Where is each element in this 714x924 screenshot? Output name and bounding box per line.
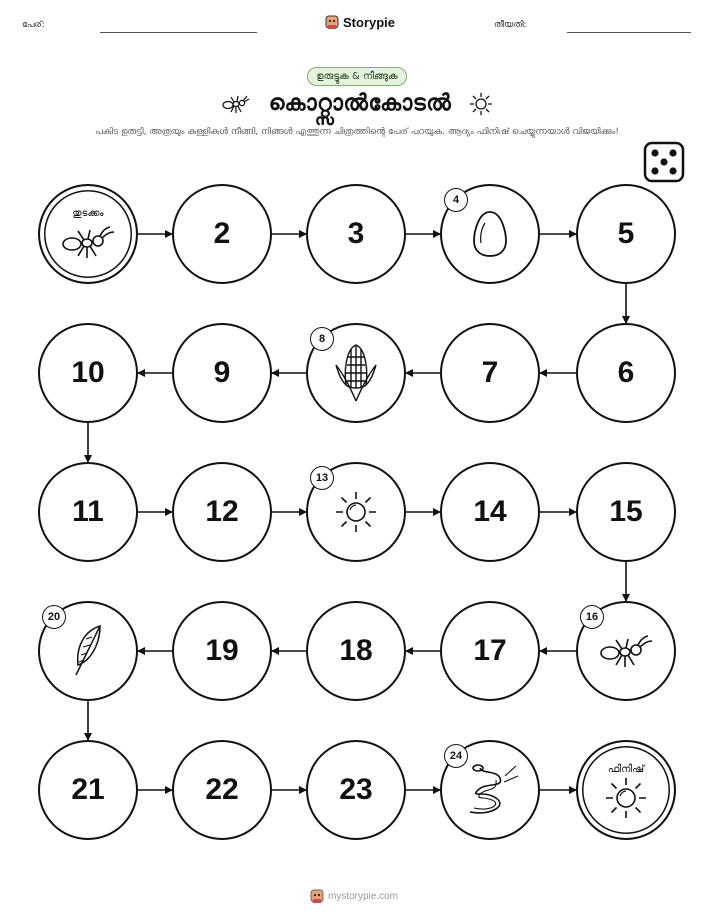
board-space-9[interactable] (172, 323, 272, 423)
feather-icon (70, 623, 106, 679)
snake-icon (460, 762, 520, 818)
egg-icon (470, 209, 510, 259)
game-type-tag: ഉരുട്ടുക & നീങ്ങുക (307, 67, 406, 86)
space-number-badge: 20 (42, 605, 66, 629)
start-space[interactable] (38, 184, 138, 284)
brand-name: Storypie (343, 14, 396, 30)
space-number: 22 (205, 773, 239, 806)
board-space-19[interactable] (172, 601, 272, 701)
board-space-8[interactable] (306, 323, 406, 423)
board-space-11[interactable] (38, 462, 138, 562)
space-number: 23 (339, 773, 373, 806)
board-space-23[interactable] (306, 740, 406, 840)
board-space-20[interactable] (38, 601, 138, 701)
space-number: 12 (205, 495, 239, 528)
space-number: 15 (609, 495, 643, 528)
space-number: 11 (72, 495, 104, 528)
space-number-badge: 4 (444, 188, 468, 212)
board-space-7[interactable] (440, 323, 540, 423)
space-number: 17 (473, 634, 507, 667)
space-number-badge: 8 (310, 327, 334, 351)
space-number: 14 (473, 495, 507, 528)
board-space-22[interactable] (172, 740, 272, 840)
board-space-4[interactable] (440, 184, 540, 284)
board-space-24[interactable] (440, 740, 540, 840)
corn-icon (334, 341, 378, 405)
page-title: കൊറ്റ്സാൽകോടൽ (268, 91, 452, 116)
board-space-18[interactable] (306, 601, 406, 701)
space-number: 5 (617, 217, 635, 250)
space-number: 19 (205, 634, 239, 667)
board-space-14[interactable] (440, 462, 540, 562)
board-space-6[interactable] (576, 323, 676, 423)
start-label: തുടക്കം (72, 208, 104, 219)
board-space-3[interactable] (306, 184, 406, 284)
space-number: 10 (71, 356, 105, 389)
space-number: 2 (213, 217, 231, 250)
board-space-13[interactable] (306, 462, 406, 562)
board-space-5[interactable] (576, 184, 676, 284)
name-label: പേര്: (22, 20, 45, 30)
storypie-mascot-icon (310, 888, 324, 904)
board-space-15[interactable] (576, 462, 676, 562)
finish-label: ഫിനിഷ് (607, 764, 645, 775)
space-number-badge: 13 (310, 466, 334, 490)
space-number: 6 (617, 356, 635, 389)
space-number: 21 (71, 773, 105, 806)
sun-icon (604, 776, 648, 820)
space-number: 7 (481, 356, 499, 389)
board-space-17[interactable] (440, 601, 540, 701)
space-number: 18 (339, 634, 373, 667)
footer (310, 888, 398, 904)
board-space-21[interactable] (38, 740, 138, 840)
board-space-12[interactable] (172, 462, 272, 562)
date-label: തീയതി: (494, 20, 527, 30)
board-space-16[interactable] (576, 601, 676, 701)
finish-space[interactable] (576, 740, 676, 840)
instructions: പകിട ഉരുട്ടി, അത്രയും കള്ളികൾ നീങ്ങി, നിങ്ങൾ എത്തുന്ന ചിത്രത്തിന്റെ പേര് പറയുക. ആദ്യം ഫിനിഷ് ചെയ്യുന്നയാൾ വിജയിക്കും! (95, 127, 619, 137)
space-number: 3 (347, 217, 365, 250)
board-space-2[interactable] (172, 184, 272, 284)
space-number: 9 (213, 356, 231, 389)
space-number-badge: 24 (444, 744, 468, 768)
ant-icon (598, 631, 654, 671)
ant-icon (60, 222, 116, 262)
sun-icon (334, 490, 378, 534)
footer-site: mystorypie.com (328, 890, 399, 902)
board-space-10[interactable] (38, 323, 138, 423)
space-number-badge: 16 (580, 605, 604, 629)
